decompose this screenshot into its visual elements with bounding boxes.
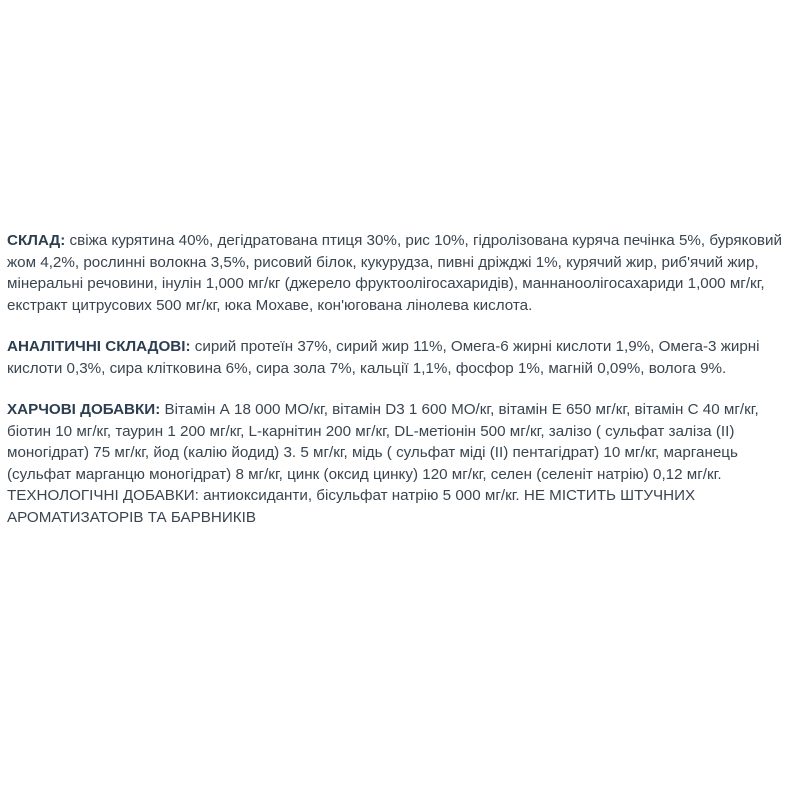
product-composition [7,230,793,548]
feed-additives-label: ХАРЧОВІ ДОБАВКИ: [7,401,161,418]
composition-label: СКЛАД: [7,232,66,249]
composition-text: свіжа курятина 40%, дегідратована птиця 30%, рис 10%, гідролізована куряча печінка 5%, буряковий жом 4,2%, рослинні волокна 3,5%, рисовий білок, кукурудза, пивні дріжджі 1%, курячий жир, риб'ячий жир, мінеральні речовини, інулін 1,000 мг/кг (джерело фруктоолігосахаридів), маннаноолігосахариди 1,000 мг/кг, екстракт цитрусових 500 мг/кг, юка Мохаве, кон'югована лінолева кислота. [7,232,782,314]
analytical-components-label: АНАЛІТИЧНІ СКЛАДОВІ: [7,338,191,355]
analytical-components-section [7,336,793,379]
feed-additives-text: Вітамін А 18 000 МО/кг, вітамін D3 1 600 МО/кг, вітамін Е 650 мг/кг, вітамін С 40 мг/кг, біотин 10 мг/кг, таурин 1 200 мг/кг, L-карнітин 200 мг/кг, DL-метіонін 500 мг/кг, залізо ( сульфат заліза (II) моногідрат) 75 мг/кг, йод (калію йодид) 3. 5 мг/кг, мідь ( сульфат міді (II) пентагідрат) 10 мг/кг, марганець (сульфат марганцю моногідрат) 8 мг/кг, цинк (оксид цинку) 120 мг/кг, селен (селеніт натрію) 0,12 мг/кг. ТЕХНОЛОГІЧНІ ДОБАВКИ: антиоксиданти, бісульфат натрію 5 000 мг/кг. НЕ МІСТИТЬ ШТУЧНИХ АРОМАТИЗАТОРІВ ТА БАРВНИКІВ [7,401,759,526]
feed-additives-section [7,399,793,528]
composition-section [7,230,793,316]
analytical-components-text: сирий протеїн 37%, сирий жир 11%, Омега-6 жирні кислоти 1,9%, Омега-3 жирні кислоти 0,3%, сира клітковина 6%, сира зола 7%, кальції 1,1%, фосфор 1%, магній 0,09%, волога 9%. [7,338,760,377]
